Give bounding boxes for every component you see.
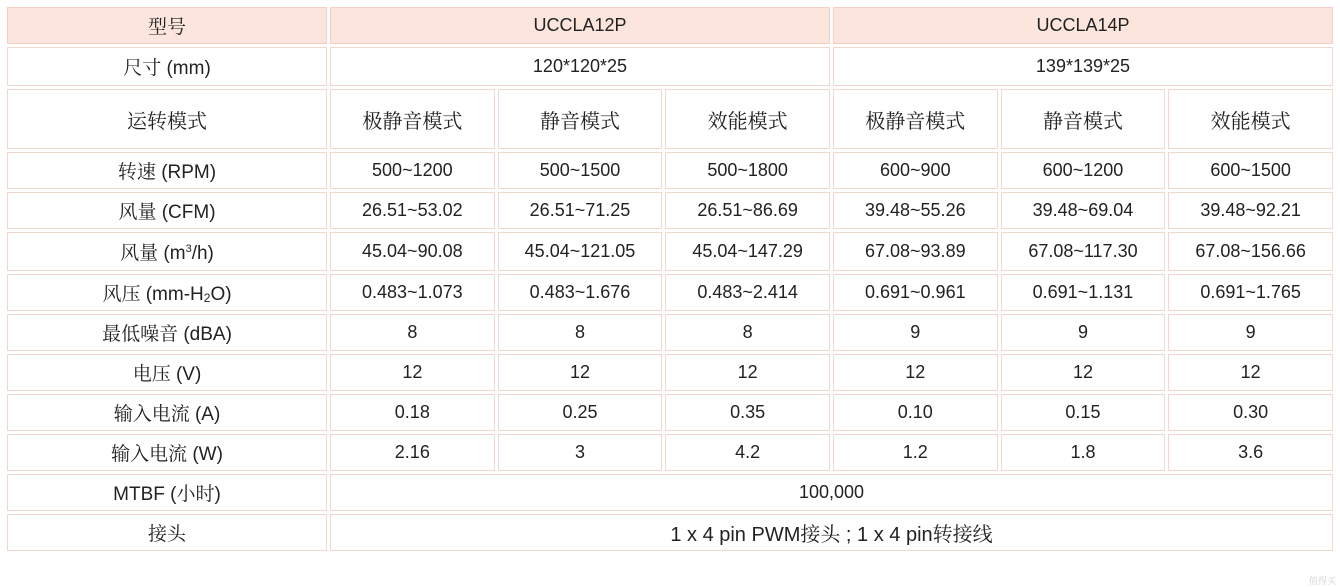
size-2: 139*139*25 (833, 47, 1333, 86)
voltage-cell: 12 (330, 354, 495, 391)
voltage-cell: 12 (498, 354, 663, 391)
pressure-label-pre: 风压 (mm-H (102, 284, 204, 305)
pressure-cell: 0.483~2.414 (665, 274, 830, 311)
row-size (7, 47, 1333, 86)
airflow-cfm-cell: 39.48~69.04 (1001, 192, 1166, 229)
voltage-cell: 12 (833, 354, 998, 391)
airflow-m3h-label-post: /h) (191, 243, 214, 264)
current-a-cell: 0.15 (1001, 394, 1166, 431)
mode-cell: 效能模式 (1168, 89, 1333, 149)
connector-label: 接头 (7, 514, 327, 551)
mode-cell: 效能模式 (665, 89, 830, 149)
voltage-cell: 12 (1001, 354, 1166, 391)
airflow-m3h-cell: 67.08~93.89 (833, 232, 998, 271)
mode-cell: 极静音模式 (330, 89, 495, 149)
current-w-cell: 1.2 (833, 434, 998, 471)
pressure-cell: 0.483~1.676 (498, 274, 663, 311)
mtbf-value: 100,000 (330, 474, 1333, 511)
row-pressure (7, 274, 1333, 311)
current-a-cell: 0.10 (833, 394, 998, 431)
airflow-cfm-cell: 26.51~53.02 (330, 192, 495, 229)
pressure-cell: 0.691~0.961 (833, 274, 998, 311)
current-w-label: 输入电流 (W) (7, 434, 327, 471)
connector-value: 1 x 4 pin PWM接头 ; 1 x 4 pin转接线 (330, 514, 1333, 551)
mode-cell: 静音模式 (1001, 89, 1166, 149)
model-2: UCCLA14P (833, 7, 1333, 44)
current-a-cell: 0.35 (665, 394, 830, 431)
spec-table (4, 4, 1336, 554)
pressure-cell: 0.483~1.073 (330, 274, 495, 311)
airflow-cfm-cell: 39.48~55.26 (833, 192, 998, 229)
speed-label: 转速 (RPM) (7, 152, 327, 189)
model-label: 型号 (7, 7, 327, 44)
voltage-cell: 12 (1168, 354, 1333, 391)
current-w-cell: 4.2 (665, 434, 830, 471)
airflow-m3h-cell: 67.08~117.30 (1001, 232, 1166, 271)
airflow-cfm-cell: 26.51~86.69 (665, 192, 830, 229)
current-a-cell: 0.30 (1168, 394, 1333, 431)
mtbf-label: MTBF (小时) (7, 474, 327, 511)
noise-cell: 9 (1168, 314, 1333, 351)
noise-label: 最低噪音 (dBA) (7, 314, 327, 351)
pressure-cell: 0.691~1.765 (1168, 274, 1333, 311)
size-label: 尺寸 (mm) (7, 47, 327, 86)
noise-cell: 9 (833, 314, 998, 351)
watermark: 值得买 (1308, 577, 1336, 587)
airflow-m3h-cell: 45.04~121.05 (498, 232, 663, 271)
speed-cell: 600~1500 (1168, 152, 1333, 189)
airflow-m3h-cell: 67.08~156.66 (1168, 232, 1333, 271)
row-mtbf (7, 474, 1333, 511)
noise-cell: 9 (1001, 314, 1166, 351)
mode-label: 运转模式 (7, 89, 327, 149)
row-airflow-m3h (7, 232, 1333, 271)
noise-cell: 8 (498, 314, 663, 351)
airflow-m3h-label-sup: 3 (185, 243, 192, 255)
row-current-w (7, 434, 1333, 471)
current-w-cell: 3 (498, 434, 663, 471)
current-w-cell: 2.16 (330, 434, 495, 471)
airflow-m3h-cell: 45.04~90.08 (330, 232, 495, 271)
model-1: UCCLA12P (330, 7, 830, 44)
current-w-cell: 3.6 (1168, 434, 1333, 471)
pressure-cell: 0.691~1.131 (1001, 274, 1166, 311)
row-connector (7, 514, 1333, 551)
airflow-m3h-label (7, 232, 327, 271)
pressure-label (7, 274, 327, 311)
speed-cell: 600~900 (833, 152, 998, 189)
row-noise (7, 314, 1333, 351)
airflow-m3h-label-pre: 风量 (m (120, 243, 186, 264)
row-airflow-cfm (7, 192, 1333, 229)
voltage-cell: 12 (665, 354, 830, 391)
airflow-cfm-label: 风量 (CFM) (7, 192, 327, 229)
speed-cell: 500~1800 (665, 152, 830, 189)
mode-cell: 静音模式 (498, 89, 663, 149)
row-current-a (7, 394, 1333, 431)
airflow-m3h-cell: 45.04~147.29 (665, 232, 830, 271)
speed-cell: 500~1500 (498, 152, 663, 189)
noise-cell: 8 (665, 314, 830, 351)
current-a-label: 输入电流 (A) (7, 394, 327, 431)
speed-cell: 600~1200 (1001, 152, 1166, 189)
current-a-cell: 0.25 (498, 394, 663, 431)
pressure-label-post: O) (210, 284, 232, 305)
row-speed (7, 152, 1333, 189)
voltage-label: 电压 (V) (7, 354, 327, 391)
speed-cell: 500~1200 (330, 152, 495, 189)
size-1: 120*120*25 (330, 47, 830, 86)
airflow-cfm-cell: 39.48~92.21 (1168, 192, 1333, 229)
noise-cell: 8 (330, 314, 495, 351)
pressure-label-sub: 2 (203, 291, 211, 305)
mode-cell: 极静音模式 (833, 89, 998, 149)
row-voltage (7, 354, 1333, 391)
current-a-cell: 0.18 (330, 394, 495, 431)
row-mode (7, 89, 1333, 149)
airflow-cfm-cell: 26.51~71.25 (498, 192, 663, 229)
current-w-cell: 1.8 (1001, 434, 1166, 471)
row-model (7, 7, 1333, 44)
